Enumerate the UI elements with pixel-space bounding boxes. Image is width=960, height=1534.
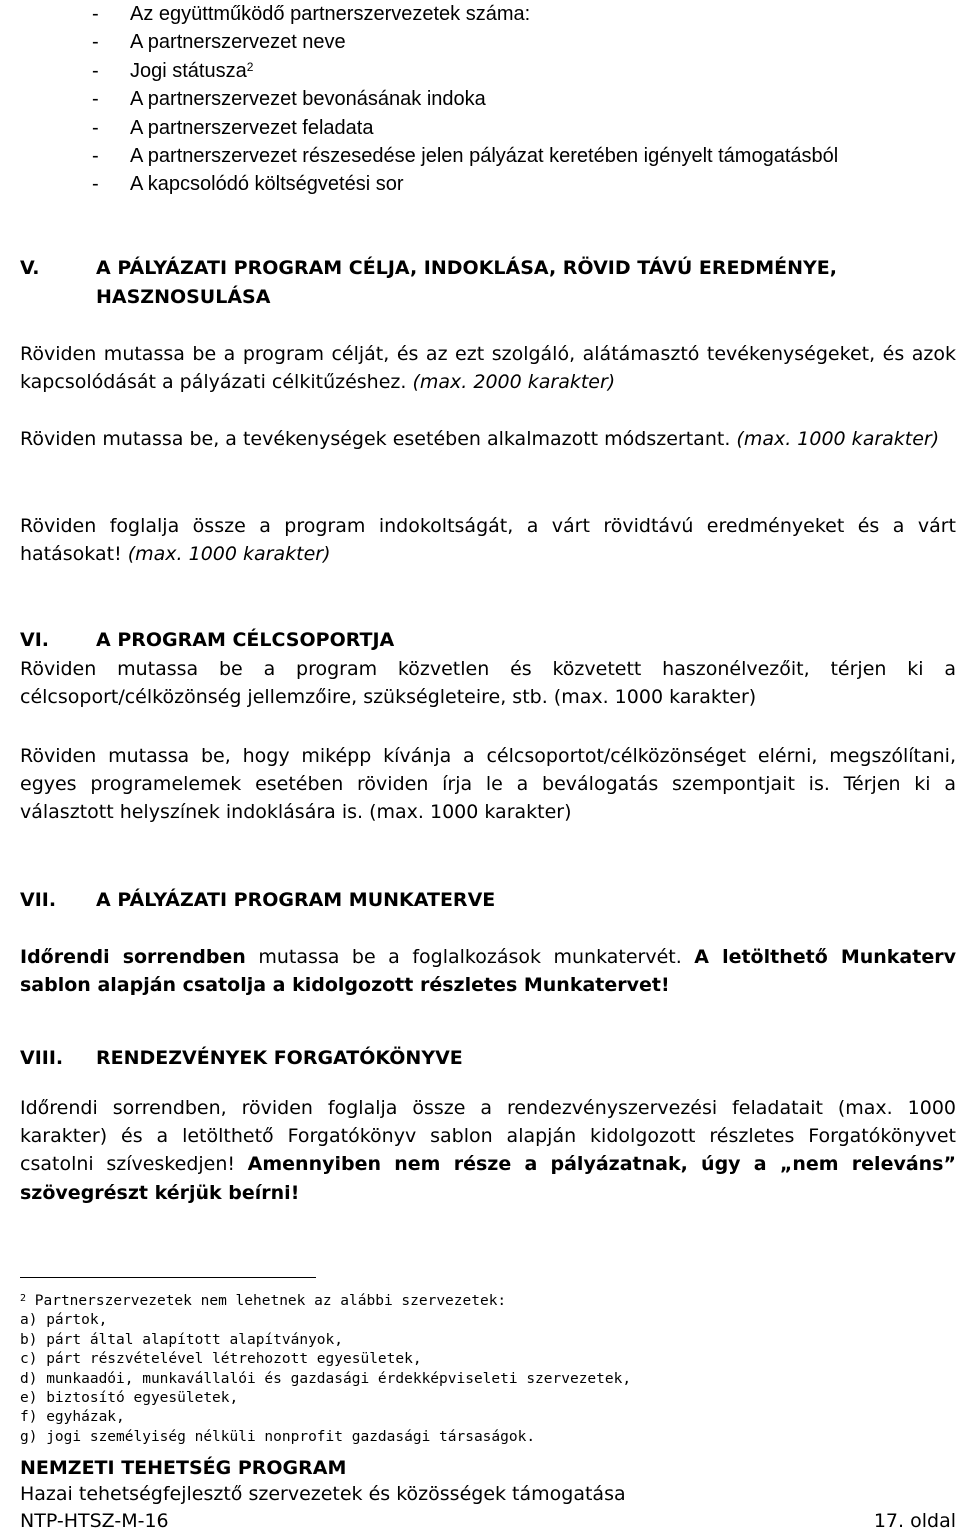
list-item: - Az együttműködő partnerszervezetek száma: (92, 3, 531, 25)
footnote-item: a) pártok, (20, 1312, 108, 1329)
section-vi-paragraph-1: Röviden mutassa be a program közvetlen és közvetett haszonélvezőit, térjen ki a célcsoport/célközönség jellemzőire, szükségleteire, stb. (max. 1000 karakter) (20, 658, 956, 709)
footnote-item: g) jogi személyiség nélküli nonprofit gazdasági társaságok. (20, 1428, 536, 1445)
footnote-separator (20, 1277, 316, 1278)
section-v-paragraph-2: Röviden mutassa be, a tevékenységek esetében alkalmazott módszertant. (max. 1000 karakter) (20, 428, 940, 450)
section-v-paragraph-3: Röviden foglalja össze a program indokoltságát, a várt rövidtávú eredményeket és a várt hatásokat! (max. 1000 karakter) (20, 515, 956, 566)
list-item: - A partnerszervezet részesedése jelen pályázat keretében igényelt támogatásból (92, 144, 839, 167)
section-v-paragraph-1: Röviden mutassa be a program célját, és az ezt szolgáló, alátámasztó tevékenységeket, és azok kapcsolódását a pályázati célkitűzéshez. (max. 2000 karakter) (20, 343, 956, 394)
list-item: - Jogi státusza$^2$ (92, 59, 254, 82)
footnote-ref[interactable]: 2 (246, 59, 254, 74)
partner-info-list (92, 0, 838, 199)
section-viii-paragraph: Időrendi sorrendben, röviden foglalja össze a rendezvényszervezési feladatait (max. 1000 karakter) és a letölthető Forgatókönyv sablon alapján kidolgozott részletes Forgatókönyvet csatolni szíveskedjen! Amennyiben nem része a pályázatnak, úgy a „nem releváns” szövegrészt kérjük beírni! (20, 1097, 956, 1204)
section-vii-paragraph: Időrendi sorrendben mutassa be a foglalkozások munkatervét. A letölthető Munkaterv sablon alapján csatolja a kidolgozott részletes Munkatervet! (20, 946, 956, 997)
list-item: - A kapcsolódó költségvetési sor (92, 173, 404, 196)
footnote-item: b) párt által alapított alapítványok, (20, 1331, 344, 1348)
program-subtitle: Hazai tehetségfejlesztő szervezetek és közösségek támogatása (20, 1483, 626, 1505)
footnote-item: c) párt részvételével létrehozott egyesületek, (20, 1351, 422, 1368)
footnote-item: f) egyházak, (20, 1409, 125, 1426)
footnote-item: e) biztosító egyesületek, (20, 1390, 239, 1407)
footnote-item: d) munkaadói, munkavállalói és gazdasági érdekképviseleti szervezetek, (20, 1370, 632, 1387)
list-item: - A partnerszervezet neve (92, 31, 346, 54)
footnote (20, 1292, 631, 1447)
list-item: - A partnerszervezet feladata (92, 116, 374, 139)
page-number: 17. oldal (873, 1510, 956, 1532)
document-code: NTP-HTSZ-M-16 (20, 1510, 169, 1532)
page-footer (20, 1455, 956, 1534)
list-item: - A partnerszervezet bevonásának indoka (92, 88, 486, 111)
section-vi-paragraph-2: Röviden mutassa be, hogy miképp kívánja a célcsoportot/célközönséget elérni, megszólítani, egyes programelemek esetében röviden írja le a beválogatás szempontjait is. Térjen ki a választott helyszínek indoklására is. (max. 1000 karakter) (20, 745, 956, 824)
footnote-intro: $^2$ Partnerszervezetek nem lehetnek az alábbi szervezetek: (20, 1293, 507, 1309)
footer-row (20, 1508, 956, 1534)
program-name: NEMZETI TEHETSÉG PROGRAM (20, 1457, 347, 1479)
